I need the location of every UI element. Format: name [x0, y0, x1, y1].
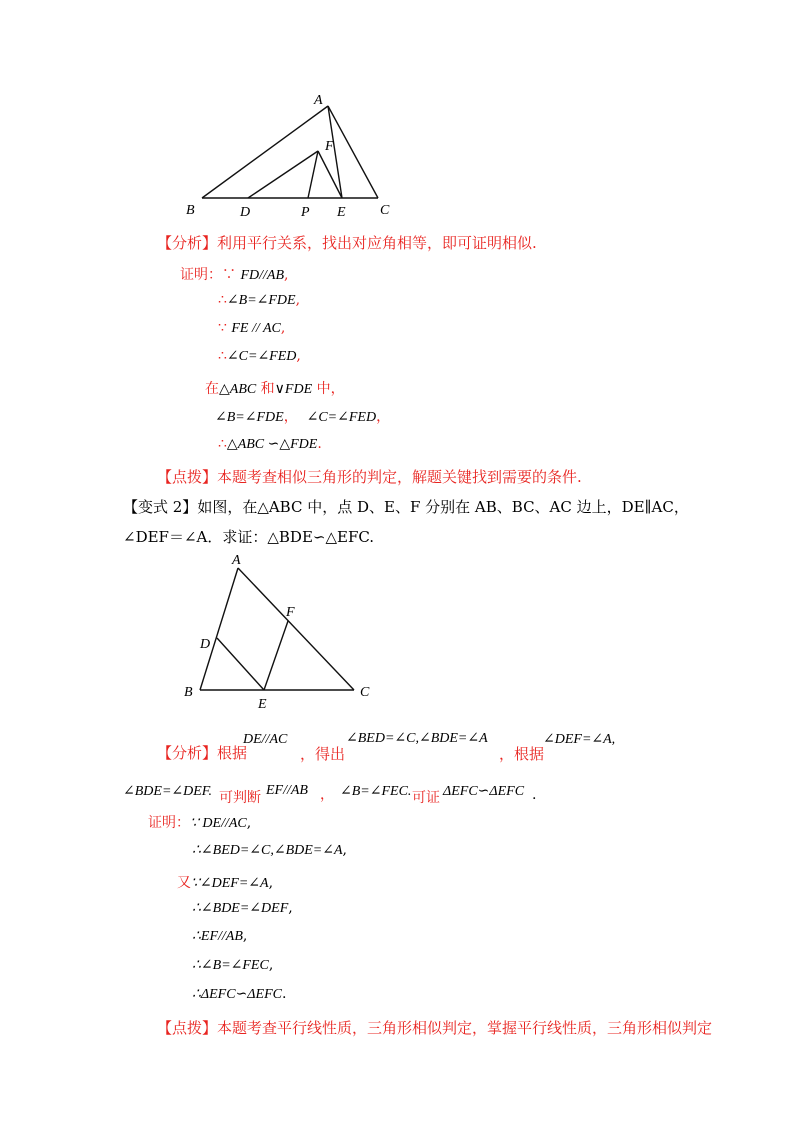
analysis2-math-7: ΔEFC∽ΔEFC — [443, 784, 525, 799]
fig2-label-b: B — [184, 685, 193, 700]
proof2-step-4 — [192, 900, 293, 917]
proof-expr: FE // AC — [231, 321, 281, 336]
proof-label: 证明： — [180, 267, 222, 283]
fig1-label-e: E — [337, 205, 346, 220]
triangle-abc: △ABC — [219, 382, 257, 397]
analysis2-word-5: ， — [320, 787, 334, 803]
fig1-label-p: P — [301, 205, 310, 220]
analysis2-math-3: ∠DEF=∠A, — [543, 732, 616, 747]
analysis2-math-4: ∠BDE=∠DEF. — [123, 784, 213, 799]
proof2-expr: ∴∠B=∠FEC — [192, 958, 269, 973]
proof2-tail: , — [268, 957, 274, 973]
proof2-tail: , — [342, 842, 347, 858]
tip2-tag: 【点拨】 — [157, 1019, 218, 1037]
variant2-tag: 【变式 2】 — [123, 498, 198, 516]
variant2-text-1: 如图，在△ABC 中，点 D、E、F 分别在 AB、BC、AC 边上，DE∥AC， — [197, 498, 689, 516]
because-symbol: ∵ — [222, 267, 236, 283]
proof-tail: . — [317, 436, 322, 452]
condition-angle-b: ∠B=∠FDE — [215, 410, 284, 425]
proof2-tail: , — [288, 900, 293, 916]
proof2-expr: ∴∠BDE=∠DEF — [192, 901, 289, 916]
proof2-expr: ∵ DE//AC — [190, 816, 247, 831]
therefore-symbol: ∴ — [218, 436, 227, 452]
analysis2-word-4: 可判断 — [219, 790, 261, 806]
variant2-line-1 — [123, 496, 689, 517]
tip-text: 本题考查相似三角形的判定，解题关键找到需要的条件. — [217, 468, 582, 486]
proof2-tail: , — [268, 875, 274, 891]
analysis2-tag: 【分析】 — [157, 744, 218, 762]
analysis2-math-2: ∠BED=∠C,∠BDE=∠A — [346, 731, 488, 746]
similarity-expr: △ABC ∽△FDE — [226, 437, 318, 452]
conclusion-line — [218, 436, 322, 453]
proof2-expr: ∴ΔEFC∽ΔEFC — [192, 987, 282, 1002]
condition-angle-c: ∠C=∠FED — [306, 410, 377, 425]
proof2-expr: ∴EF//AB — [192, 929, 243, 944]
proof2-tail: , — [246, 815, 252, 831]
figure-triangle-abc-1 — [180, 92, 410, 222]
middle-word: 中， — [316, 381, 345, 397]
proof-expr: ∠C=∠FED — [226, 349, 297, 364]
variant2-text-2: ∠DEF＝∠A．求证：△BDE∽△EFC. — [123, 528, 375, 546]
fig2-label-f: F — [286, 605, 295, 620]
tip-line-2 — [157, 1017, 712, 1038]
proof-expr: FD//AB — [240, 268, 284, 283]
proof-step-3 — [218, 320, 285, 337]
fig2-label-d: D — [200, 637, 211, 652]
proof-tail: , — [280, 320, 286, 336]
analysis2-word-3: ，根据 — [499, 745, 545, 763]
proof-tail: , — [284, 267, 289, 283]
proof2-expr: ∵∠DEF=∠A — [191, 876, 269, 891]
analysis2-word-6: 可证 — [412, 790, 440, 806]
analysis2-math-1: DE//AC — [243, 732, 288, 747]
proof-step-1 — [180, 264, 288, 284]
proof-tail: ， — [283, 409, 298, 425]
proof-tail: , — [296, 348, 301, 364]
fig2-label-e: E — [258, 697, 267, 712]
proof2-tail: . — [281, 986, 287, 1002]
and-word: 和 — [260, 381, 275, 397]
fig1-label-a: A — [314, 93, 323, 108]
fig2-label-a: A — [232, 553, 241, 568]
therefore-symbol: ∴ — [218, 348, 227, 364]
proof2-step-1 — [148, 812, 251, 832]
tip2-text: 本题考查平行线性质，三角形相似判定，掌握平行线性质，三角形相似判定 — [217, 1019, 713, 1037]
fig1-label-d: D — [240, 205, 251, 220]
proof-expr: ∠B=∠FDE — [226, 293, 296, 308]
analysis-tag: 【分析】 — [157, 234, 218, 252]
triangle-fde: ∨FDE — [274, 382, 313, 397]
proof2-step-3 — [177, 872, 273, 892]
proof-tail: ， — [376, 409, 391, 425]
variant2-line-2 — [123, 526, 374, 547]
proof2-tail: , — [242, 928, 248, 944]
analysis2-line-1 — [157, 742, 247, 763]
analysis2-math-6: ∠B=∠FEC. — [340, 784, 412, 799]
proof2-step-7 — [192, 986, 286, 1003]
proof2-step-2 — [192, 842, 347, 859]
analysis2-word-2: ，得出 — [300, 745, 346, 763]
analysis-text: 利用平行关系，找出对应角相等，即可证明相似. — [217, 234, 537, 252]
tip-line-1 — [157, 466, 582, 487]
analysis2-tail: . — [532, 787, 537, 803]
proof-step-4 — [218, 348, 301, 365]
proof2-label: 证明： — [148, 815, 190, 831]
conditions-line — [215, 406, 390, 426]
fig2-label-c: C — [360, 685, 370, 700]
in-word: 在 — [205, 381, 219, 397]
proof-tail: , — [295, 292, 301, 308]
analysis-line-1 — [157, 232, 537, 253]
also-word: 又 — [177, 875, 191, 891]
in-triangles-line — [205, 378, 345, 398]
because-symbol: ∵ — [218, 320, 227, 336]
analysis2-word-1: 根据 — [217, 744, 248, 762]
fig1-label-f: F — [325, 139, 334, 154]
proof2-expr: ∴∠BED=∠C,∠BDE=∠A — [192, 843, 343, 858]
fig1-label-b: B — [186, 203, 195, 218]
fig1-label-c: C — [380, 203, 390, 218]
proof-step-2 — [218, 292, 300, 309]
figure-triangle-abc-2 — [180, 552, 380, 712]
tip-tag: 【点拨】 — [157, 468, 218, 486]
therefore-symbol: ∴ — [218, 292, 227, 308]
proof2-step-5 — [192, 928, 247, 945]
analysis2-math-5: EF//AB — [266, 783, 308, 798]
proof2-step-6 — [192, 957, 273, 974]
